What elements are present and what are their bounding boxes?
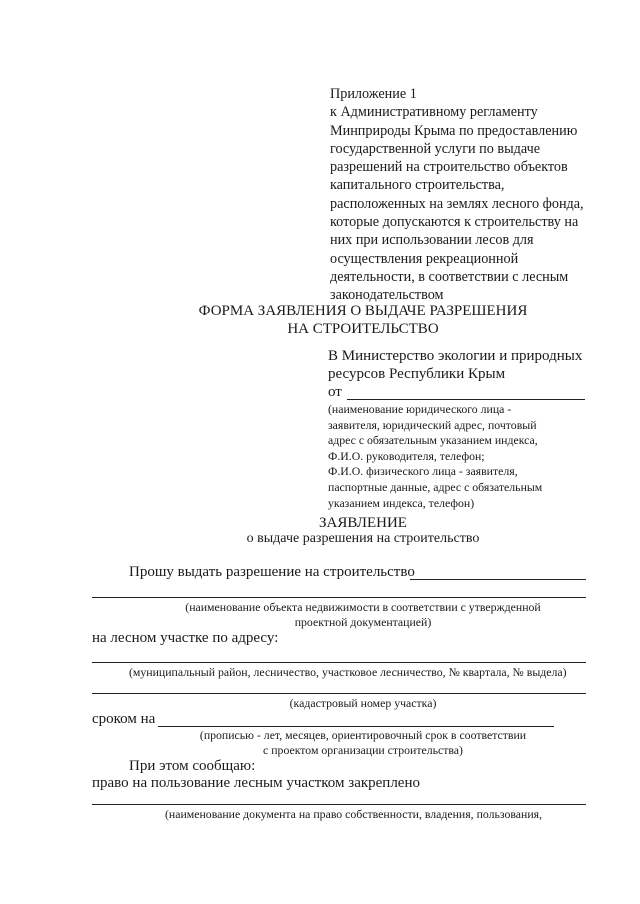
addressee-note-line: паспортные данные, адрес с обязательным: [328, 479, 543, 494]
document-input-line[interactable]: [92, 804, 586, 805]
appendix-line: деятельности, в соответствии с лесным: [330, 268, 569, 285]
request-text: Прошу выдать разрешение на строительство: [129, 564, 415, 580]
term-input-line[interactable]: [158, 726, 554, 727]
object-note-line2: проектной документацией): [294, 615, 432, 629]
addressee-line1: В Министерство экологии и природных: [328, 348, 583, 364]
form-title: [0, 302, 640, 338]
appendix-line: разрешений на строительство объектов: [330, 159, 568, 176]
appendix-line: Минприроды Крыма по предоставлению: [330, 122, 578, 139]
appendix-line: государственной услуги по выдаче: [330, 140, 541, 157]
application-subtitle: о выдаче разрешения на строительство: [246, 531, 480, 546]
appendix-line: осуществления рекреационной: [330, 250, 519, 267]
cadastral-input-line[interactable]: [92, 693, 586, 694]
appendix-line: расположенных на землях лесного фонда,: [330, 195, 584, 212]
addressee-note: [328, 402, 542, 511]
appendix-block: [330, 85, 584, 305]
cadastral-note: (кадастровый номер участка): [289, 696, 437, 710]
form-title-line1: ФОРМА ЗАЯВЛЕНИЯ О ВЫДАЧЕ РАЗРЕШЕНИЯ: [198, 303, 528, 319]
plot-label: на лесном участке по адресу:: [92, 630, 279, 646]
addressee-note-line: Ф.И.О. физического лица - заявителя,: [328, 464, 518, 479]
addressee-note-line: адрес с обязательным указанием индекса,: [328, 433, 538, 448]
addressee-line2: ресурсов Республики Крым: [328, 365, 506, 382]
application-title: ЗАЯВЛЕНИЕ: [319, 515, 407, 531]
appendix-line: к Административному регламенту: [330, 104, 538, 121]
addressee-block: [328, 348, 582, 383]
object-note-line1: (наименование объекта недвижимости в соответствии с утвержденной: [185, 600, 541, 614]
term-note-line1: (прописью - лет, месяцев, ориентировочный срок в соответствии: [199, 728, 527, 742]
object-input-line-2[interactable]: [92, 597, 586, 598]
appendix-line: которые допускаются к строительству на: [330, 214, 579, 231]
object-input-line[interactable]: [410, 579, 586, 580]
inform-label: При этом сообщаю:: [129, 758, 256, 774]
address-note: (муниципальный район, лесничество, участковое лесничество, № квартала, № выдела): [129, 665, 567, 679]
form-title-line2: НА СТРОИТЕЛЬСТВО: [287, 321, 439, 337]
term-note-line2: с проектом организации строительства): [263, 743, 463, 757]
appendix-line: Приложение 1: [330, 86, 417, 102]
applicant-input-line[interactable]: [347, 399, 585, 400]
addressee-note-line: Ф.И.О. руководителя, телефон;: [328, 448, 485, 463]
address-input-line[interactable]: [92, 662, 586, 663]
addressee-note-line: заявителя, юридический адрес, почтовый: [328, 417, 537, 432]
rights-text: право на пользование лесным участком закреплено: [92, 775, 420, 791]
appendix-line: капитального строительства,: [330, 177, 505, 194]
appendix-line: законодательством: [330, 287, 444, 304]
document-note: (наименование документа на право собственности, владения, пользования,: [165, 807, 543, 821]
addressee-note-line: указанием индекса, телефон): [328, 495, 475, 510]
term-label: сроком на: [92, 711, 156, 727]
appendix-line: них при использовании лесов для: [330, 232, 534, 249]
addressee-from-label: от: [328, 384, 342, 400]
addressee-note-line: (наименование юридического лица -: [328, 402, 512, 416]
